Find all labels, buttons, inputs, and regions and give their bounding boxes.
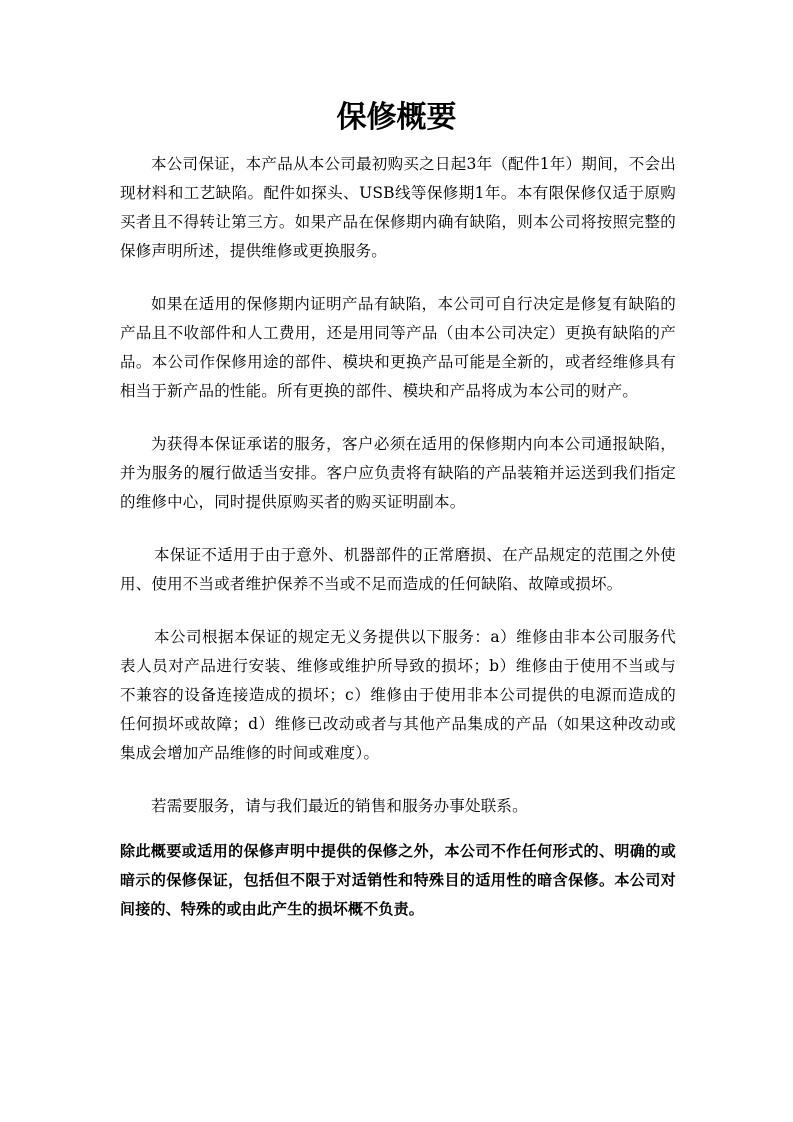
repair-replace-paragraph: 如果在适用的保修期内证明产品有缺陷，本公司可自行决定是修复有缺陷的产品且不收部件和人工费用，还是用同等产品（由本公司决定）更换有缺陷的产品。本公司作保修用途的部件、模块和更换产品可能是全新的，或者经维修具有相当于新产品的性能。所有更换的部件、模块和产品将成为本公司的财产。 bbox=[120, 295, 676, 400]
document-title: 保修概要 bbox=[336, 100, 457, 135]
no-obligation-paragraph: 本公司根据本保证的规定无义务提供以下服务：a）维修由非本公司服务代表人员对产品进行安装、维修或维护所导致的损坏；b）维修由于使用不当或与不兼容的设备连接造成的损坏；c）维修由于使用非本公司提供的电源而造成的任何损坏或故障；d）维修已改动或者与其他产品集成的产品（如果这种改动或集成会增加产品维修的时间或难度）。 bbox=[120, 628, 676, 762]
document-body bbox=[120, 150, 676, 948]
exclusions-paragraph: 本保证不适用于由于意外、机器部件的正常磨损、在产品规定的范围之外使用、使用不当或者维护保养不当或不足而造成的任何缺陷、故障或损坏。 bbox=[120, 546, 676, 593]
disclaimer-paragraph: 除此概要或适用的保修声明中提供的保修之外，本公司不作任何形式的、明确的或暗示的保修保证，包括但不限于对适销性和特殊目的适用性的暗含保修。本公司对间接的、特殊的或由此产生的损坏概不负责。 bbox=[120, 842, 676, 918]
contact-paragraph: 若需要服务，请与我们最近的销售和服务办事处联系。 bbox=[151, 797, 528, 815]
warranty-period-paragraph: 本公司保证，本产品从本公司最初购买之日起3年（配件1年）期间，不会出现材料和工艺缺陷。配件如探头、USB线等保修期1年。本有限保修仅适于原购买者且不得转让第三方。如果产品在保修期内确有缺陷，则本公司将按照完整的保修声明所述，提供维修或更换服务。 bbox=[120, 155, 676, 260]
service-procedure-paragraph: 为获得本保证承诺的服务，客户必须在适用的保修期内向本公司通报缺陷，并为服务的履行做适当安排。客户应负责将有缺陷的产品装箱并运送到我们指定的维修中心，同时提供原购买者的购买证明副本。 bbox=[120, 435, 676, 511]
